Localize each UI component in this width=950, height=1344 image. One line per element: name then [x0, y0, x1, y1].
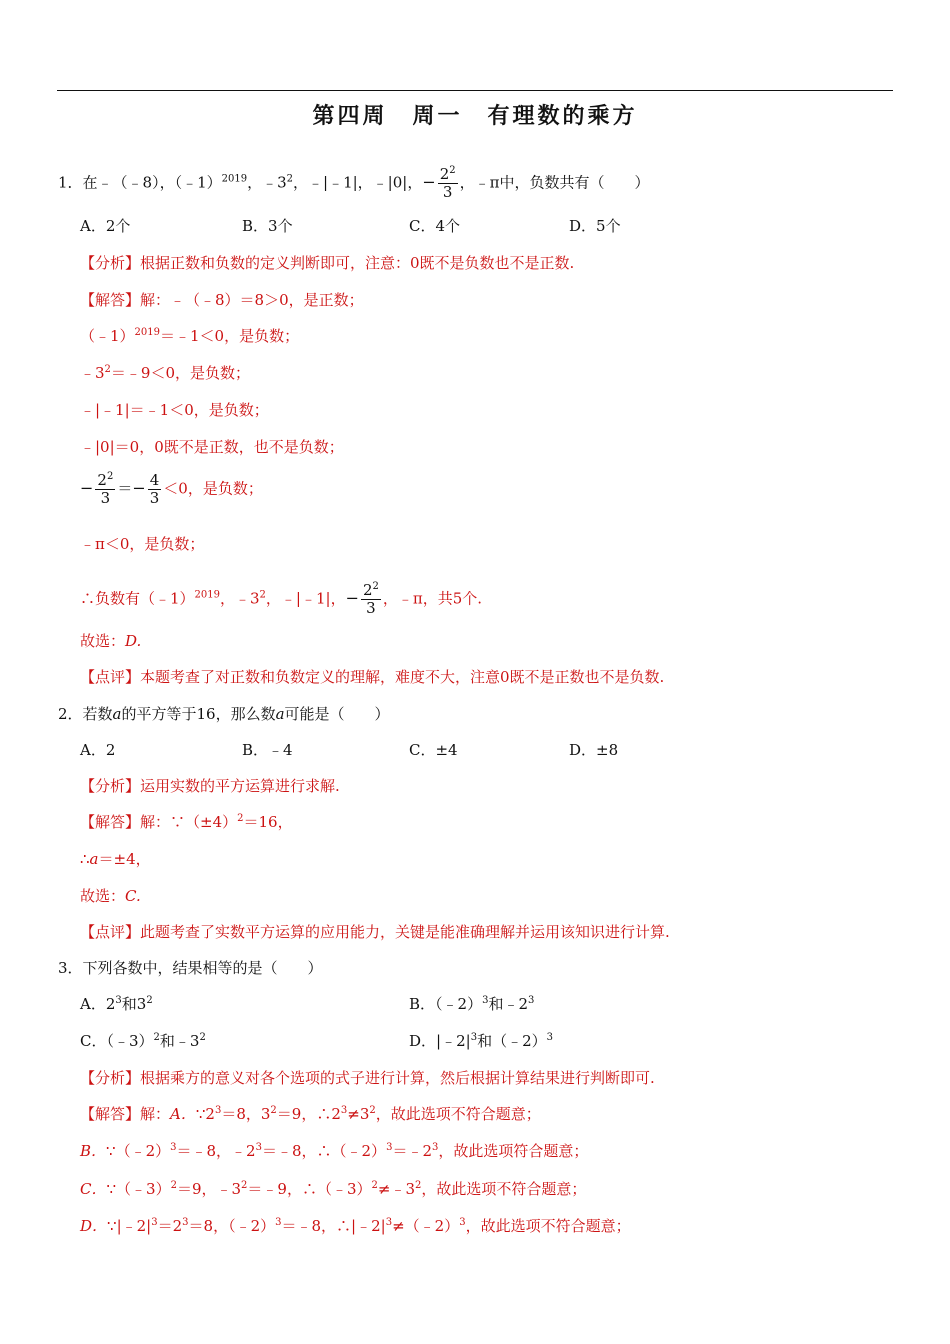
q2-choice: 故选：C.	[80, 887, 141, 905]
q1-option-d: D．5个	[569, 217, 621, 235]
fraction: $\frac{2^2}{3}$	[97, 471, 114, 507]
q1-answer-line: $﹣3^2=﹣9<0$，是负数；	[80, 364, 251, 382]
q1-answer-line: ﹣|﹣1|＝﹣1＜0，是负数；	[80, 401, 269, 419]
q2-analysis: 【分析】运用实数的平方运算进行求解.	[80, 777, 340, 795]
q1-option-b: B．3个	[242, 217, 293, 235]
q1-option-c: C．4个	[409, 217, 461, 235]
exponent: 2019	[221, 173, 248, 185]
q2-answer-line: ∴a＝±4，	[80, 850, 151, 868]
q1-answer-line	[80, 472, 263, 507]
q3-stem: 3．下列各数中，结果相等的是（ ）	[58, 959, 323, 977]
minus-sign: −	[345, 588, 359, 608]
q1-answer-text: ＜0，是负数；	[163, 479, 263, 498]
fraction: $\frac{2^2}{3}$	[362, 581, 379, 617]
q1-choice: 故选：D.	[80, 632, 142, 650]
q3-answer-d: D．$\because|﹣2|^3=2^3=8$，（﹣2）$^3$＝﹣8，$\therefore|﹣2|^3\ne(﹣2)^3$，故此选项不符合题意；	[80, 1217, 631, 1235]
q1-answer-line: ﹣π＜0，是负数；	[80, 535, 205, 553]
fraction: $\frac{4}{3}$	[149, 471, 160, 507]
q2-option-a: A．2	[80, 741, 116, 759]
q2-answer-line: 【解答】解：$\because(\pm 4)^2=16$，	[80, 813, 293, 831]
q1-stem-text: ，﹣π中，负数共有（ ）	[459, 173, 650, 192]
q1-answer-line: ∴负数有（﹣1）$^{2019}$，$﹣3^2$，﹣|﹣1|，− $\frac{2^2}{3}$ ，﹣π，共5个.	[80, 581, 483, 617]
q2-option-d: D．±8	[569, 741, 619, 759]
q2-stem: 2．若数a的平方等于16，那么数a可能是（ ）	[58, 705, 390, 723]
q1-stem	[58, 166, 650, 201]
minus-sign: −	[422, 172, 436, 192]
q3-answer-b: B．∵（﹣2）$^3$＝﹣8，$﹣2^3=﹣8$，$\therefore(﹣2)^3=﹣2^3$，故此选项符合题意；	[80, 1142, 589, 1160]
q1-stem-text: ，﹣|﹣1|，﹣|0|，	[293, 173, 423, 192]
q1-answer-line: ﹣|0|＝0，0既不是正数，也不是负数；	[80, 438, 344, 456]
equals-sign: ＝	[117, 479, 133, 498]
q1-stem-text: ，﹣3	[247, 173, 287, 192]
q1-answer-line: 【解答】解：﹣（﹣8）＝8＞0，是正数；	[80, 291, 364, 309]
q1-answer-line: （﹣1）$^{2019}$＝﹣1＜0，是负数；	[80, 327, 300, 345]
q2-option-c: C．±4	[409, 741, 458, 759]
q1-stem-text: 1．在﹣（﹣8），（﹣1）	[58, 173, 222, 192]
q3-option-a: A．$2^3$和$3^2$	[80, 995, 153, 1013]
fraction-denominator: 3	[442, 183, 453, 201]
q3-option-c: C．（﹣3）$^2$和$﹣3^2$	[80, 1032, 206, 1050]
exponent: 2	[286, 173, 294, 185]
q1-option-a: A．2个	[80, 217, 131, 235]
page-title: 第四周 周一 有理数的乘方	[312, 104, 638, 129]
q1-comment: 【点评】本题考查了对正数和负数定义的理解，难度不大，注意0既不是正数也不是负数.	[80, 668, 665, 686]
q3-option-d: D．$|﹣2|^3$和（﹣2）$^3$	[409, 1032, 553, 1050]
q1-analysis: 【分析】根据正数和负数的定义判断即可，注意：0既不是负数也不是正数.	[80, 254, 575, 272]
q3-analysis: 【分析】根据乘方的意义对各个选项的式子进行计算，然后根据计算结果进行判断即可.	[80, 1069, 655, 1087]
fraction	[438, 166, 458, 201]
q3-answer-c: C．∵（﹣3）$^2$＝9，$﹣3^2=﹣9$，$\therefore(﹣3)^2\ne﹣3^2$，故此选项不符合题意；	[80, 1180, 587, 1198]
q3-answer-a: 【解答】解：A．$\because 2^3=8$，$3^2=9$，$\therefore 2^3\ne 3^2$，故此选项不符合题意；	[80, 1105, 541, 1123]
q2-comment: 【点评】此题考查了实数平方运算的应用能力，关键是能准确理解并运用该知识进行计算.	[80, 923, 670, 941]
q2-option-b: B．﹣4	[242, 741, 293, 759]
fraction-numerator: $2^2$	[439, 165, 456, 183]
minus-sign: −	[132, 478, 146, 498]
header-rule	[57, 90, 893, 91]
minus-sign: −	[80, 478, 94, 498]
q3-option-b: B．（﹣2）$^3$和$﹣2^3$	[409, 995, 535, 1013]
